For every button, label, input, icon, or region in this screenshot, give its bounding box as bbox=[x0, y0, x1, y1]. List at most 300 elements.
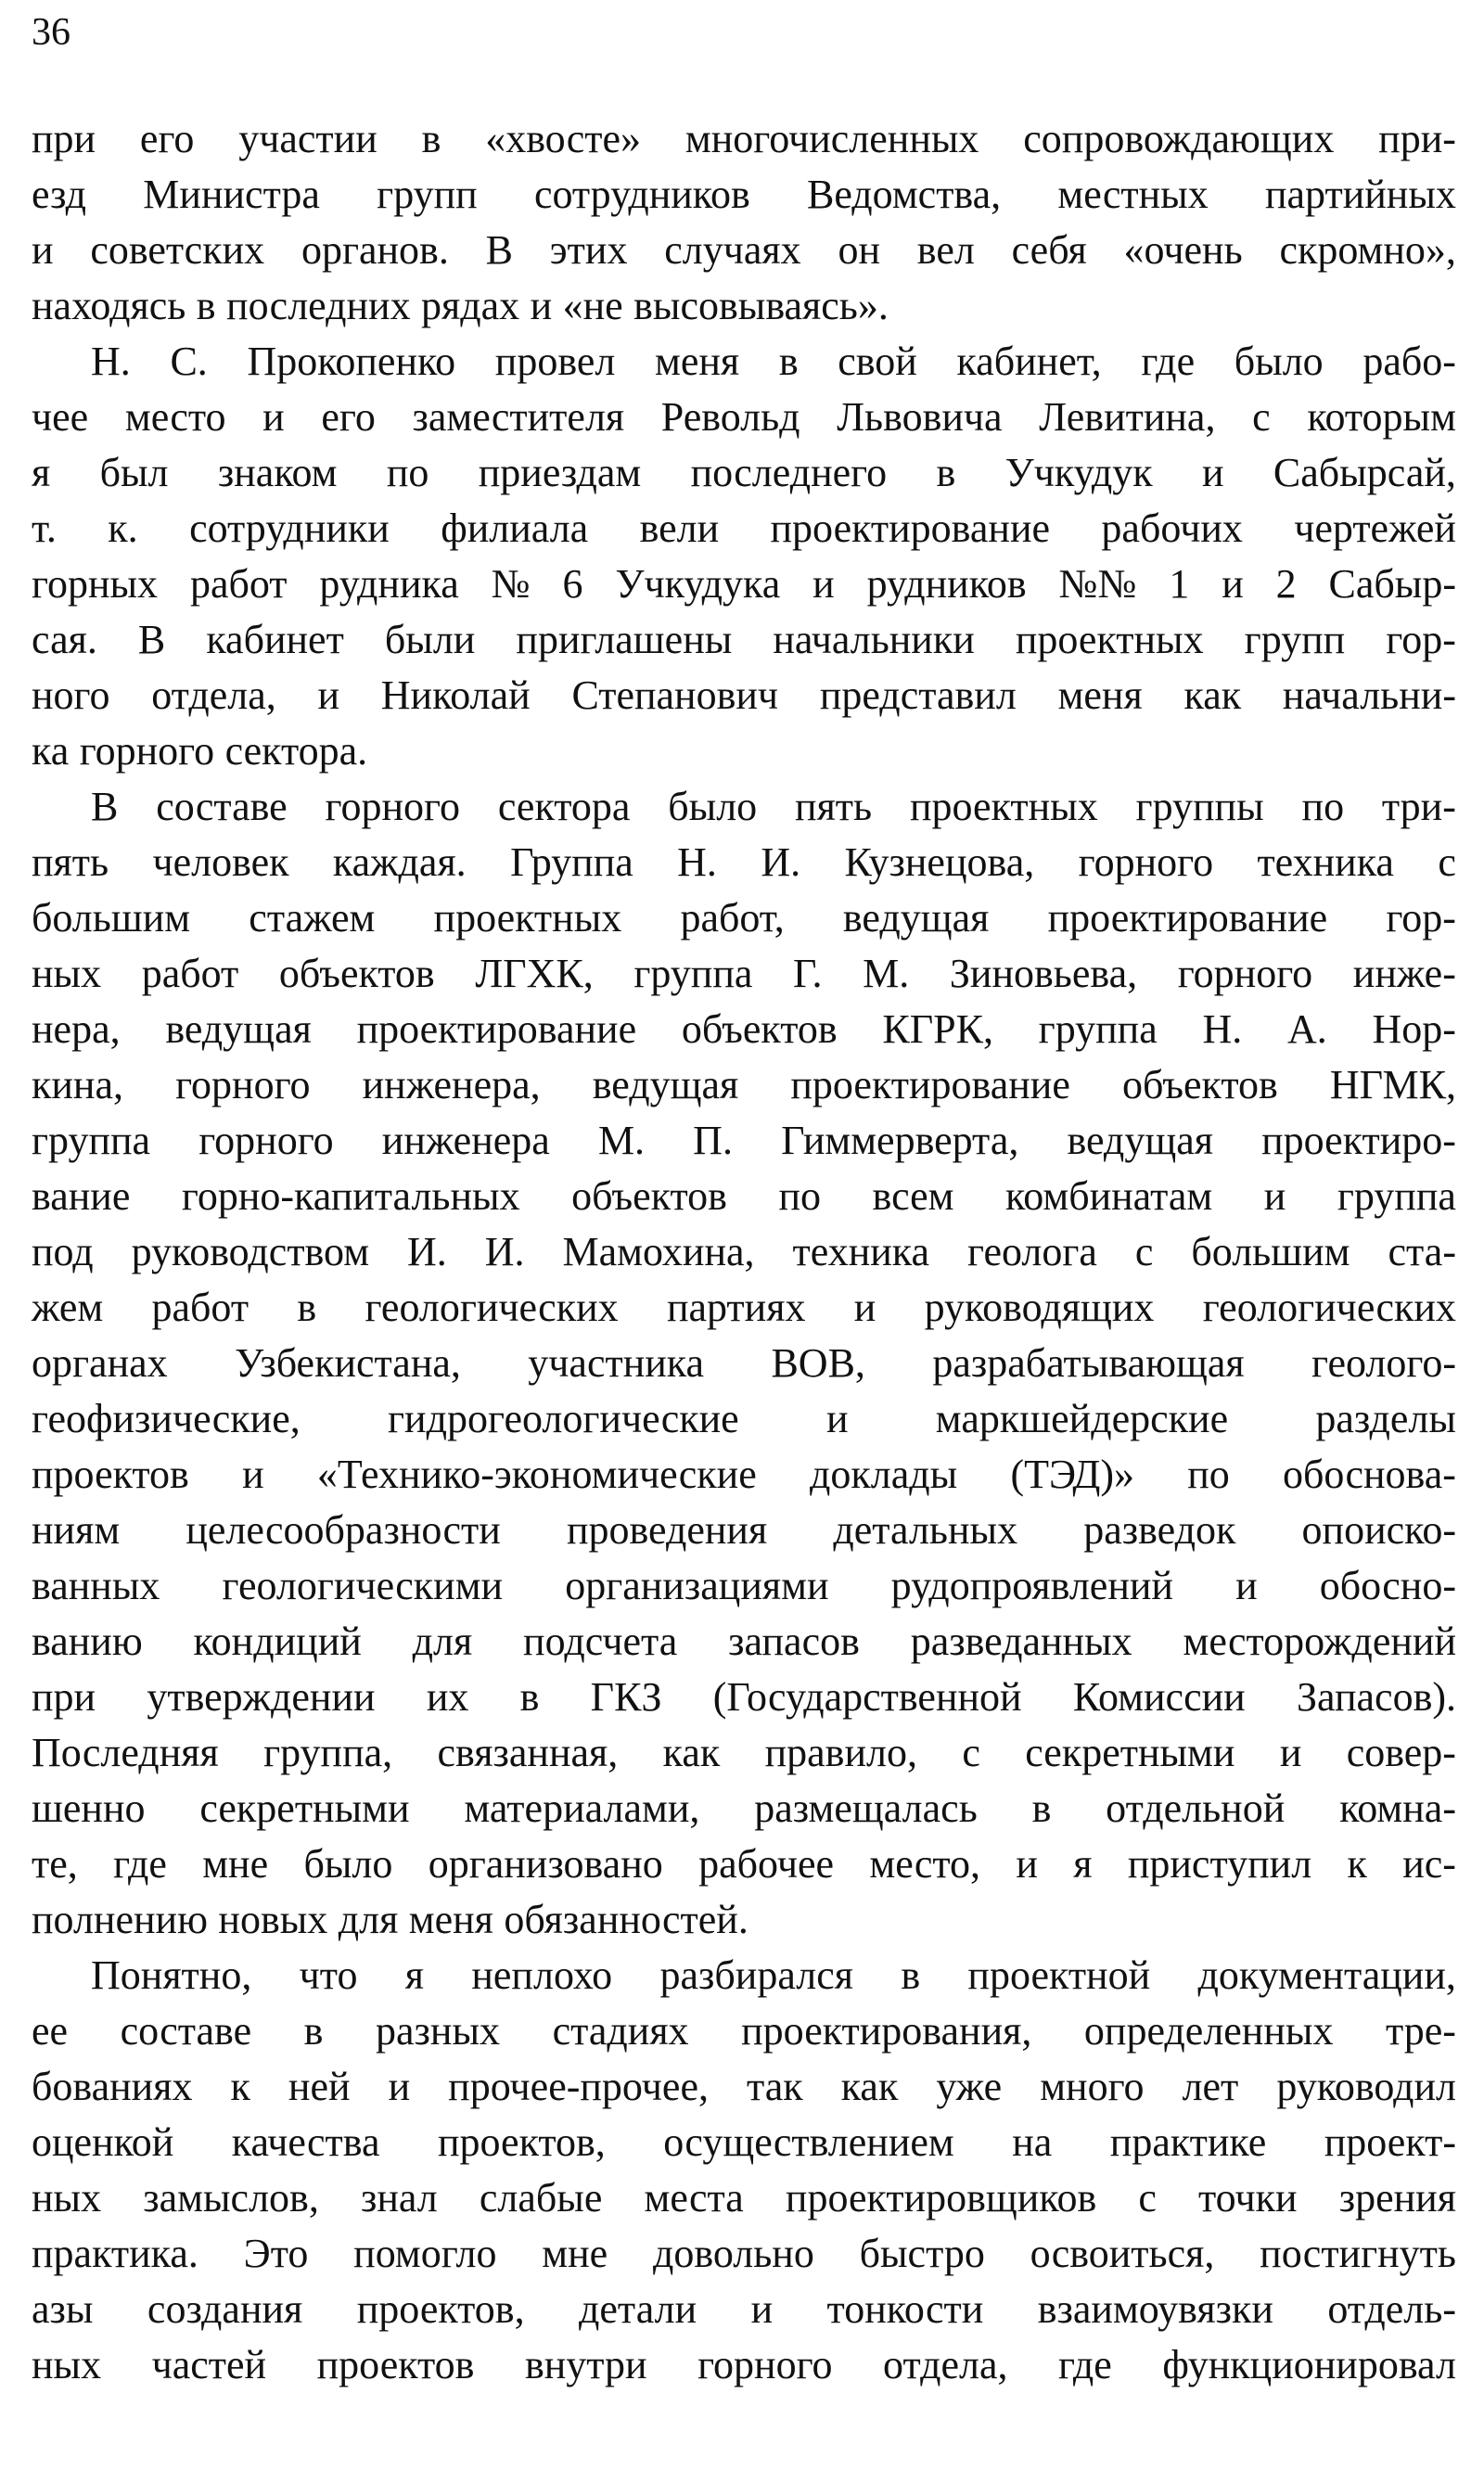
word: вел bbox=[916, 227, 975, 273]
word: как bbox=[1183, 672, 1242, 718]
word: стажем bbox=[249, 895, 376, 941]
text-line bbox=[32, 2003, 1456, 2059]
word: место, bbox=[869, 1841, 981, 1887]
word: горного bbox=[697, 2342, 833, 2387]
text-line bbox=[32, 1670, 1456, 1725]
word: месторождений bbox=[1183, 1619, 1456, 1664]
word: и bbox=[812, 561, 835, 607]
word: знаком bbox=[217, 450, 338, 495]
word: С. bbox=[170, 339, 208, 384]
word: гор- bbox=[1386, 617, 1456, 662]
text-line bbox=[32, 723, 1456, 779]
word: проектов, bbox=[437, 2119, 606, 2165]
word: неплохо bbox=[471, 1952, 613, 1998]
word: новых bbox=[218, 1897, 328, 1942]
word: рудника bbox=[319, 561, 459, 607]
word: рудников bbox=[866, 561, 1027, 607]
word: тре- bbox=[1386, 2008, 1456, 2054]
word: последнего bbox=[690, 450, 888, 495]
word: рабочее bbox=[698, 1841, 835, 1887]
word: к bbox=[230, 2064, 250, 2109]
word: Н. bbox=[677, 839, 717, 885]
word: внутри bbox=[524, 2342, 647, 2387]
word: горного bbox=[1177, 951, 1313, 996]
word: филиала bbox=[441, 506, 589, 551]
word: его bbox=[139, 116, 195, 161]
word: Николай bbox=[380, 672, 531, 718]
word: горного bbox=[79, 728, 215, 774]
word: я bbox=[32, 450, 51, 495]
text-line bbox=[32, 390, 1456, 445]
word: нера, bbox=[32, 1006, 121, 1052]
word: гидрогеологические bbox=[388, 1396, 739, 1441]
word: партийных bbox=[1264, 172, 1456, 217]
word: правило, bbox=[764, 1730, 917, 1775]
word: к. bbox=[108, 506, 138, 551]
word: большим bbox=[1191, 1229, 1350, 1274]
word: он bbox=[838, 227, 880, 273]
word: кондиций bbox=[193, 1619, 362, 1664]
word: объектов bbox=[571, 1173, 727, 1219]
word: геологических bbox=[365, 1285, 619, 1330]
word: ней bbox=[288, 2064, 351, 2109]
word: стадиях bbox=[552, 2008, 689, 2054]
word: и bbox=[1263, 1173, 1286, 1219]
word: 2 bbox=[1275, 561, 1297, 607]
word: групп bbox=[377, 172, 478, 217]
word: как bbox=[662, 1730, 721, 1775]
word: места bbox=[644, 2175, 744, 2221]
word: Н. bbox=[91, 339, 131, 384]
word: гор- bbox=[1386, 895, 1456, 941]
word: объектов bbox=[1121, 1062, 1278, 1107]
word: для bbox=[412, 1619, 473, 1664]
word: в bbox=[778, 339, 799, 384]
word: Ведомства, bbox=[806, 172, 1002, 217]
text-line bbox=[32, 835, 1456, 890]
word: меня bbox=[655, 339, 740, 384]
word: ка bbox=[32, 728, 70, 774]
word: (Государственной bbox=[712, 1674, 1022, 1720]
word: целесообразности bbox=[186, 1507, 501, 1553]
word: В bbox=[485, 227, 513, 273]
word: кабинет, bbox=[956, 339, 1102, 384]
word: начальни- bbox=[1282, 672, 1456, 718]
word: меня bbox=[408, 1897, 493, 1942]
word: т. bbox=[32, 506, 57, 551]
word: освоиться, bbox=[1030, 2231, 1215, 2276]
word: работ bbox=[151, 1285, 249, 1330]
word: проектных bbox=[433, 895, 622, 941]
text-line bbox=[32, 1781, 1456, 1837]
word: мне bbox=[542, 2231, 608, 2276]
word: НГМК, bbox=[1329, 1062, 1456, 1107]
word: руководящих bbox=[924, 1285, 1155, 1330]
word: на bbox=[1012, 2119, 1053, 2165]
word: высовываясь». bbox=[633, 283, 889, 328]
word: точки bbox=[1198, 2175, 1298, 2221]
word: пять bbox=[795, 784, 873, 829]
text-line bbox=[32, 1892, 1456, 1948]
word: органах bbox=[32, 1340, 168, 1386]
text-line bbox=[32, 1224, 1456, 1280]
word: составе bbox=[120, 2008, 252, 2054]
word: проектных bbox=[909, 784, 1098, 829]
word: в bbox=[901, 1952, 921, 1998]
word: утверждении bbox=[147, 1674, 376, 1720]
word: комбинатам bbox=[1005, 1173, 1213, 1219]
word: проектировщиков bbox=[785, 2175, 1097, 2221]
word: быстро bbox=[859, 2231, 985, 2276]
word: 6 bbox=[562, 561, 583, 607]
word: Сабырсай, bbox=[1273, 450, 1456, 495]
word: объектов bbox=[681, 1006, 838, 1052]
word: группа bbox=[1038, 1006, 1158, 1052]
word: и bbox=[1279, 1730, 1302, 1775]
word: помогло bbox=[353, 2231, 497, 2276]
word: проектов bbox=[32, 1452, 189, 1497]
text-line bbox=[32, 1057, 1456, 1113]
word: детальных bbox=[833, 1507, 1018, 1553]
word: в bbox=[297, 1285, 317, 1330]
word: в bbox=[519, 1674, 540, 1720]
word: практике bbox=[1109, 2119, 1267, 2165]
word: проектных bbox=[1015, 617, 1204, 662]
word: зрения bbox=[1338, 2175, 1456, 2221]
word: было bbox=[668, 784, 758, 829]
word: инже- bbox=[1352, 951, 1456, 996]
word: П. bbox=[693, 1118, 733, 1163]
word: отдела, bbox=[151, 672, 276, 718]
word: ных bbox=[32, 2175, 102, 2221]
word: И. bbox=[407, 1229, 447, 1274]
word: горных bbox=[32, 561, 159, 607]
word: Револьд bbox=[660, 394, 800, 440]
word: чее bbox=[32, 394, 89, 440]
word: руководством bbox=[131, 1229, 370, 1274]
word: горного bbox=[198, 1118, 334, 1163]
text-line bbox=[32, 445, 1456, 501]
word: Степанович bbox=[571, 672, 779, 718]
word: провел bbox=[494, 339, 616, 384]
word: руководил bbox=[1276, 2064, 1456, 2109]
word: Министра bbox=[143, 172, 320, 217]
word: партиях bbox=[666, 1285, 806, 1330]
word: разрабатывающая bbox=[932, 1340, 1245, 1386]
word: и bbox=[1235, 1563, 1258, 1608]
word: проведения bbox=[566, 1507, 768, 1553]
word: ЛГХК, bbox=[475, 951, 594, 996]
word: сотрудников bbox=[533, 172, 750, 217]
word: прочее-прочее, bbox=[448, 2064, 709, 2109]
word: по bbox=[1187, 1452, 1230, 1497]
word: к bbox=[1347, 1841, 1367, 1887]
word: совер- bbox=[1346, 1730, 1456, 1775]
word: полнению bbox=[32, 1897, 208, 1942]
word: А. bbox=[1286, 1006, 1327, 1052]
word: геолога bbox=[967, 1229, 1097, 1274]
word: В bbox=[91, 784, 119, 829]
word: Группа bbox=[510, 839, 633, 885]
word: мне bbox=[202, 1841, 269, 1887]
text-line bbox=[32, 612, 1456, 668]
word: обосно- bbox=[1319, 1563, 1456, 1608]
text-line bbox=[32, 501, 1456, 557]
word: и bbox=[317, 672, 340, 718]
word: шенно bbox=[32, 1785, 146, 1831]
word: приездам bbox=[478, 450, 642, 495]
word: кина, bbox=[32, 1062, 123, 1107]
word: инженера bbox=[381, 1118, 550, 1163]
word: проектирование bbox=[770, 506, 1051, 551]
word: проектирование bbox=[356, 1006, 637, 1052]
word: с bbox=[1138, 2175, 1157, 2221]
word: горного bbox=[1078, 839, 1214, 885]
word: и bbox=[853, 1285, 876, 1330]
word: И. bbox=[484, 1229, 525, 1274]
word: Львовича bbox=[837, 394, 1003, 440]
word: ванию bbox=[32, 1619, 143, 1664]
word: место bbox=[124, 394, 226, 440]
word: работ, bbox=[680, 895, 785, 941]
word: ис- bbox=[1402, 1841, 1456, 1887]
word: запасов bbox=[728, 1619, 860, 1664]
word: секретными bbox=[199, 1785, 410, 1831]
word: и bbox=[388, 2064, 411, 2109]
word: Нор- bbox=[1372, 1006, 1456, 1052]
word: разделы bbox=[1315, 1396, 1456, 1441]
word: подсчета bbox=[523, 1619, 678, 1664]
word: сектора. bbox=[224, 728, 368, 774]
word: сопровождающих bbox=[1023, 116, 1335, 161]
word: было bbox=[303, 1841, 393, 1887]
word: в bbox=[421, 116, 441, 161]
text-line bbox=[32, 1391, 1456, 1447]
word: и bbox=[1016, 1841, 1038, 1887]
word: начальники bbox=[773, 617, 975, 662]
word: геолого- bbox=[1311, 1340, 1456, 1386]
text-line bbox=[32, 334, 1456, 390]
text-line bbox=[32, 1002, 1456, 1057]
text-line bbox=[32, 223, 1456, 278]
word: проектиро- bbox=[1261, 1118, 1456, 1163]
word: материалами, bbox=[464, 1785, 700, 1831]
word: скромно», bbox=[1279, 227, 1456, 273]
text-line bbox=[32, 167, 1456, 223]
text-line bbox=[32, 278, 1456, 334]
word: случаях bbox=[664, 227, 801, 273]
text-line bbox=[32, 1169, 1456, 1224]
page-number: 36 bbox=[32, 11, 70, 54]
word: и bbox=[32, 227, 54, 273]
word: местных bbox=[1057, 172, 1209, 217]
word: горно-капитальных bbox=[181, 1173, 520, 1219]
word: приступил bbox=[1127, 1841, 1312, 1887]
word: три- bbox=[1381, 784, 1456, 829]
text-line bbox=[32, 1614, 1456, 1670]
word: при bbox=[32, 116, 96, 161]
word: геологических bbox=[1202, 1285, 1456, 1330]
text-line bbox=[32, 1447, 1456, 1503]
word: отдель- bbox=[1327, 2286, 1456, 2332]
word: отдельной bbox=[1106, 1785, 1286, 1831]
text-line bbox=[32, 2337, 1456, 2393]
word: связанная, bbox=[437, 1730, 619, 1775]
word: те, bbox=[32, 1841, 78, 1887]
word: горного bbox=[175, 1062, 311, 1107]
text-line bbox=[32, 1948, 1456, 2003]
word: с bbox=[1438, 839, 1456, 885]
word: рядах bbox=[421, 283, 520, 328]
word: проектной bbox=[967, 1952, 1151, 1998]
word: маркшейдерские bbox=[935, 1396, 1229, 1441]
word: где bbox=[113, 1841, 167, 1887]
word: ных bbox=[32, 951, 102, 996]
word: объектов bbox=[278, 951, 435, 996]
word: размещалась bbox=[754, 1785, 978, 1831]
word: было bbox=[1234, 339, 1324, 384]
word: групп bbox=[1244, 617, 1346, 662]
word: бованиях bbox=[32, 2064, 193, 2109]
word: которым bbox=[1307, 394, 1456, 440]
word: представил bbox=[819, 672, 1017, 718]
text-line bbox=[32, 946, 1456, 1002]
word: разбирался bbox=[659, 1952, 853, 1998]
word: ста- bbox=[1388, 1229, 1456, 1274]
word: Г. bbox=[793, 951, 823, 996]
word: этих bbox=[549, 227, 628, 273]
word: с bbox=[962, 1730, 980, 1775]
word: лет bbox=[1182, 2064, 1239, 2109]
word: многочисленных bbox=[684, 116, 979, 161]
word: 1 bbox=[1169, 561, 1190, 607]
word: человек bbox=[152, 839, 289, 885]
word: по bbox=[778, 1173, 822, 1219]
word: ведущая bbox=[592, 1062, 739, 1107]
word: Комиссии bbox=[1072, 1674, 1246, 1720]
word: «хвосте» bbox=[485, 116, 642, 161]
word: каждая. bbox=[332, 839, 467, 885]
word: В bbox=[137, 617, 166, 662]
word: органов. bbox=[301, 227, 449, 273]
word: проектов bbox=[316, 2342, 475, 2387]
word: сая. bbox=[32, 617, 97, 662]
word: комна- bbox=[1339, 1785, 1456, 1831]
word: КГРК, bbox=[882, 1006, 993, 1052]
word: Последняя bbox=[32, 1730, 219, 1775]
word: доклады bbox=[810, 1452, 958, 1497]
text-line bbox=[32, 1336, 1456, 1391]
word: работ bbox=[189, 561, 288, 607]
word: езд bbox=[32, 172, 87, 217]
text-line bbox=[32, 111, 1456, 167]
word: ного bbox=[32, 672, 110, 718]
text-line bbox=[32, 2282, 1456, 2337]
word: и bbox=[825, 1396, 849, 1441]
word: Понятно, bbox=[91, 1952, 252, 1998]
word: Прокопенко bbox=[247, 339, 456, 384]
word: разведанных bbox=[910, 1619, 1132, 1664]
word: определенных bbox=[1083, 2008, 1334, 2054]
text-line bbox=[32, 779, 1456, 835]
word: рабочих bbox=[1101, 506, 1243, 551]
word: рабо- bbox=[1362, 339, 1456, 384]
word: по bbox=[1301, 784, 1345, 829]
word: Это bbox=[243, 2231, 309, 2276]
word: в bbox=[936, 450, 956, 495]
word: создания bbox=[147, 2286, 303, 2332]
word: проектов, bbox=[356, 2286, 525, 2332]
text-line bbox=[32, 2170, 1456, 2226]
word: М. bbox=[863, 951, 910, 996]
word: геологическими bbox=[222, 1563, 504, 1608]
word: группы bbox=[1135, 784, 1264, 829]
word: качества bbox=[231, 2119, 380, 2165]
word: постигнуть bbox=[1260, 2231, 1456, 2276]
word: довольно bbox=[652, 2231, 814, 2276]
word: секретными bbox=[1025, 1730, 1235, 1775]
word: Зиновьева, bbox=[949, 951, 1138, 996]
word: детали bbox=[579, 2286, 697, 2332]
word: обоснова- bbox=[1283, 1452, 1456, 1497]
word: последних bbox=[226, 283, 411, 328]
word: участии bbox=[238, 116, 377, 161]
word: были bbox=[384, 617, 476, 662]
word: ГКЗ bbox=[590, 1674, 662, 1720]
word: что bbox=[299, 1952, 358, 1998]
word: разведок bbox=[1083, 1507, 1236, 1553]
word: геофизические, bbox=[32, 1396, 301, 1441]
word: ее bbox=[32, 2008, 69, 2054]
word: с bbox=[1252, 394, 1271, 440]
word: разных bbox=[375, 2008, 501, 2054]
text-line bbox=[32, 2115, 1456, 2170]
word: Сабыр- bbox=[1328, 561, 1456, 607]
word: частей bbox=[151, 2342, 267, 2387]
word: под bbox=[32, 1229, 94, 1274]
word: функционировал bbox=[1162, 2342, 1456, 2387]
word: при- bbox=[1378, 116, 1456, 161]
word: вели bbox=[639, 506, 720, 551]
word: Мамохина, bbox=[562, 1229, 755, 1274]
word: группа bbox=[633, 951, 753, 996]
text-line bbox=[32, 668, 1456, 723]
word: (ТЭД)» bbox=[1010, 1452, 1134, 1497]
word: много bbox=[1040, 2064, 1145, 2109]
word: горного bbox=[325, 784, 460, 829]
word: осуществлением bbox=[663, 2119, 954, 2165]
word: отдела, bbox=[883, 2342, 1008, 2387]
word: по bbox=[386, 450, 429, 495]
word: Запасов). bbox=[1296, 1674, 1456, 1720]
word: Узбекистана, bbox=[235, 1340, 461, 1386]
word: рудопроявлений bbox=[890, 1563, 1173, 1608]
text-line bbox=[32, 890, 1456, 946]
word: замыслов, bbox=[143, 2175, 319, 2221]
word: вание bbox=[32, 1173, 131, 1219]
word: где bbox=[1141, 339, 1196, 384]
word: их bbox=[426, 1674, 469, 1720]
word: сектора bbox=[497, 784, 631, 829]
word: ных bbox=[32, 2342, 102, 2387]
text-line bbox=[32, 1837, 1456, 1892]
word: сотрудники bbox=[189, 506, 390, 551]
word: азы bbox=[32, 2286, 94, 2332]
word: ведущая bbox=[842, 895, 990, 941]
word: «Технико-экономические bbox=[316, 1452, 757, 1497]
word: техника bbox=[1257, 839, 1394, 885]
word: я bbox=[404, 1952, 425, 1998]
